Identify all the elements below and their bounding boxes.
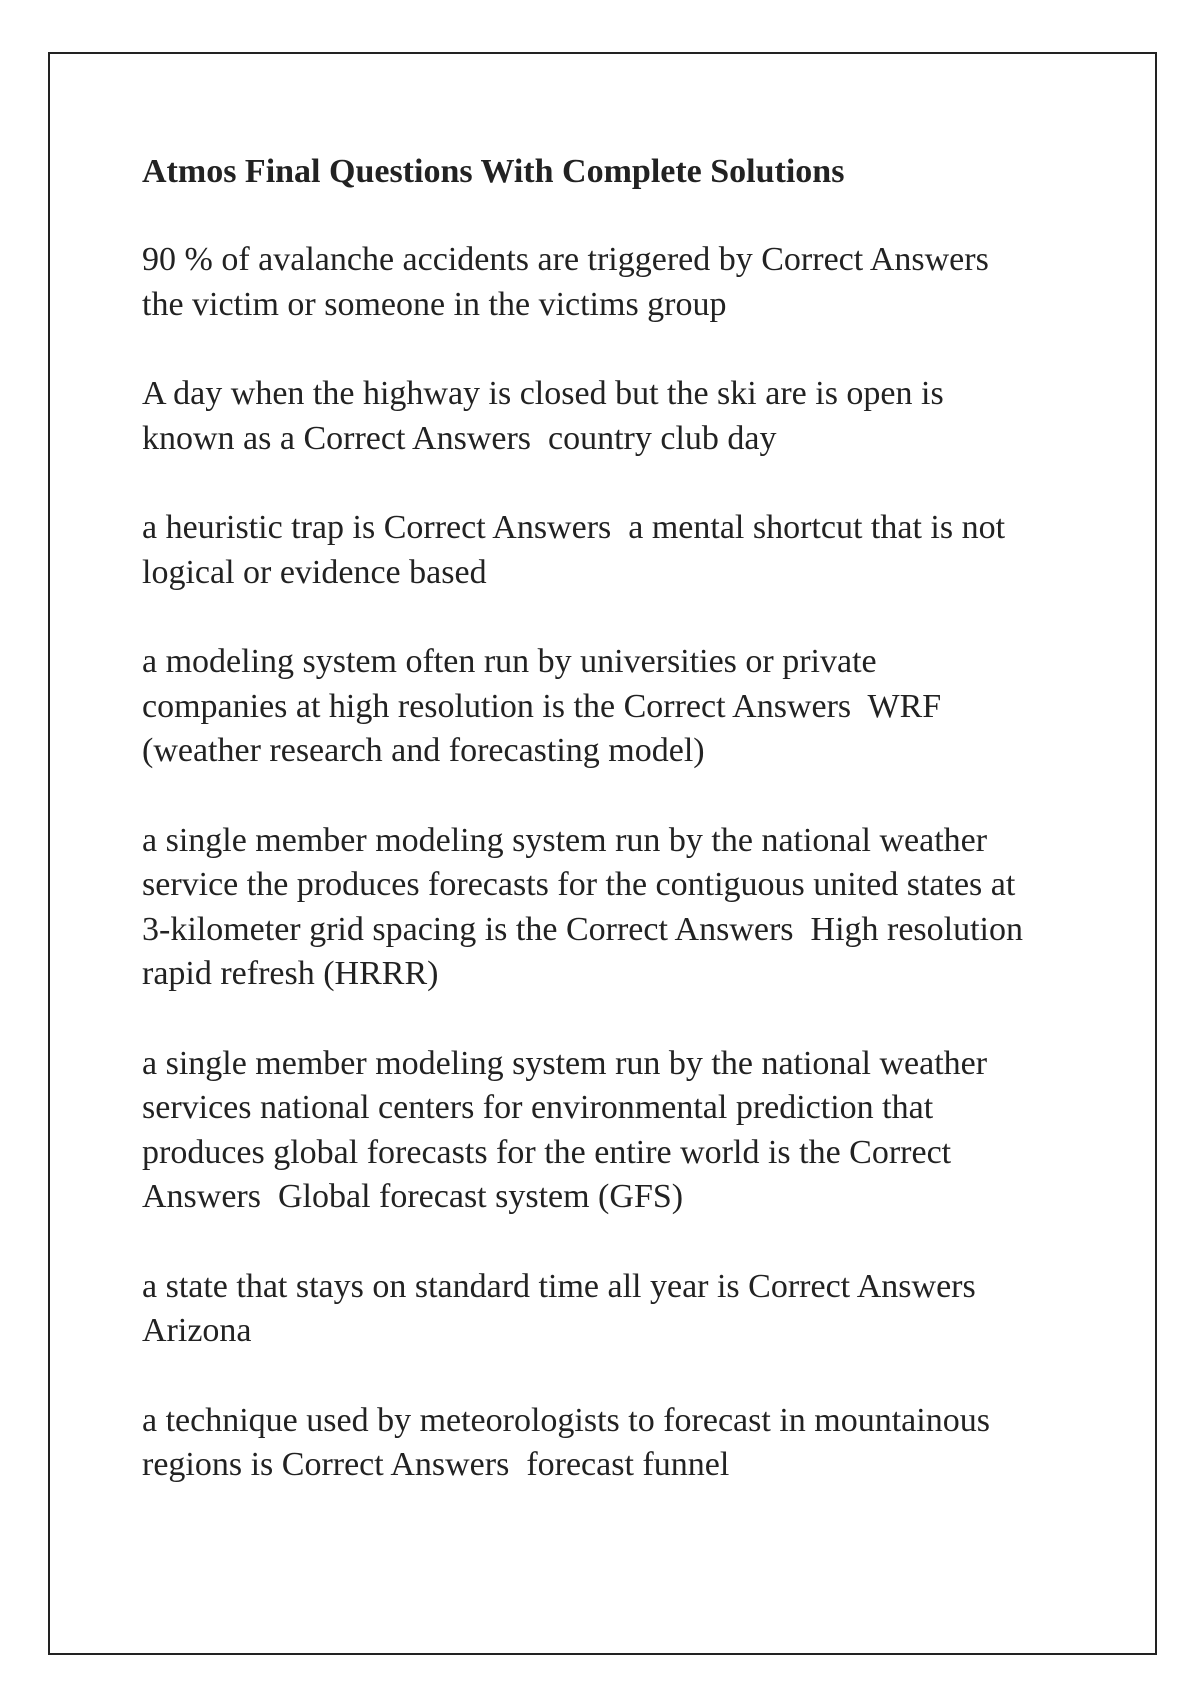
qa-line: the victim or someone in the victims group: [142, 285, 727, 323]
qa-item-arizona: [142, 1265, 1082, 1354]
qa-line: rapid refresh (HRRR): [142, 955, 439, 992]
qa-item-country-club-day: [142, 372, 1082, 461]
document-body: [142, 150, 1082, 1533]
qa-line: logical or evidence based: [142, 553, 487, 591]
qa-item-hrrr: [142, 819, 1082, 997]
qa-item-heuristic-trap: [142, 506, 1082, 595]
qa-line: A day when the highway is closed but the ski are is open is: [142, 375, 944, 412]
qa-line: Arizona: [142, 1312, 252, 1349]
qa-item-wrf: [142, 640, 1082, 774]
qa-line: regions is Correct Answers forecast funnel: [142, 1446, 730, 1483]
document-title: Atmos Final Questions With Complete Solutions: [142, 153, 845, 190]
qa-line: a technique used by meteorologists to forecast in mountainous: [142, 1401, 990, 1439]
qa-line: a heuristic trap is Correct Answers a mental shortcut that is not: [142, 509, 1006, 546]
qa-line: companies at high resolution is the Correct Answers WRF: [142, 687, 942, 725]
qa-line: service the produces forecasts for the contiguous united states at: [142, 866, 1016, 903]
qa-line: a single member modeling system run by the national weather: [142, 821, 988, 859]
qa-line: 90 % of avalanche accidents are triggered by Correct Answers: [142, 241, 989, 278]
qa-line: Answers Global forecast system (GFS): [142, 1178, 684, 1215]
qa-line: known as a Correct Answers country club day: [142, 419, 777, 457]
qa-line: produces global forecasts for the entire world is the Correct: [142, 1133, 952, 1171]
qa-item-gfs: [142, 1042, 1082, 1220]
qa-line: 3-kilometer grid spacing is the Correct Answers High resolution: [142, 910, 1023, 948]
qa-line: a single member modeling system run by the national weather: [142, 1044, 988, 1082]
qa-line: services national centers for environmental prediction that: [142, 1089, 934, 1126]
qa-line: (weather research and forecasting model): [142, 732, 705, 769]
qa-item-forecast-funnel: [142, 1399, 1082, 1488]
qa-line: a state that stays on standard time all year is Correct Answers: [142, 1267, 976, 1305]
qa-item-avalanche-trigger: [142, 238, 1082, 327]
qa-line: a modeling system often run by universities or private: [142, 643, 877, 680]
